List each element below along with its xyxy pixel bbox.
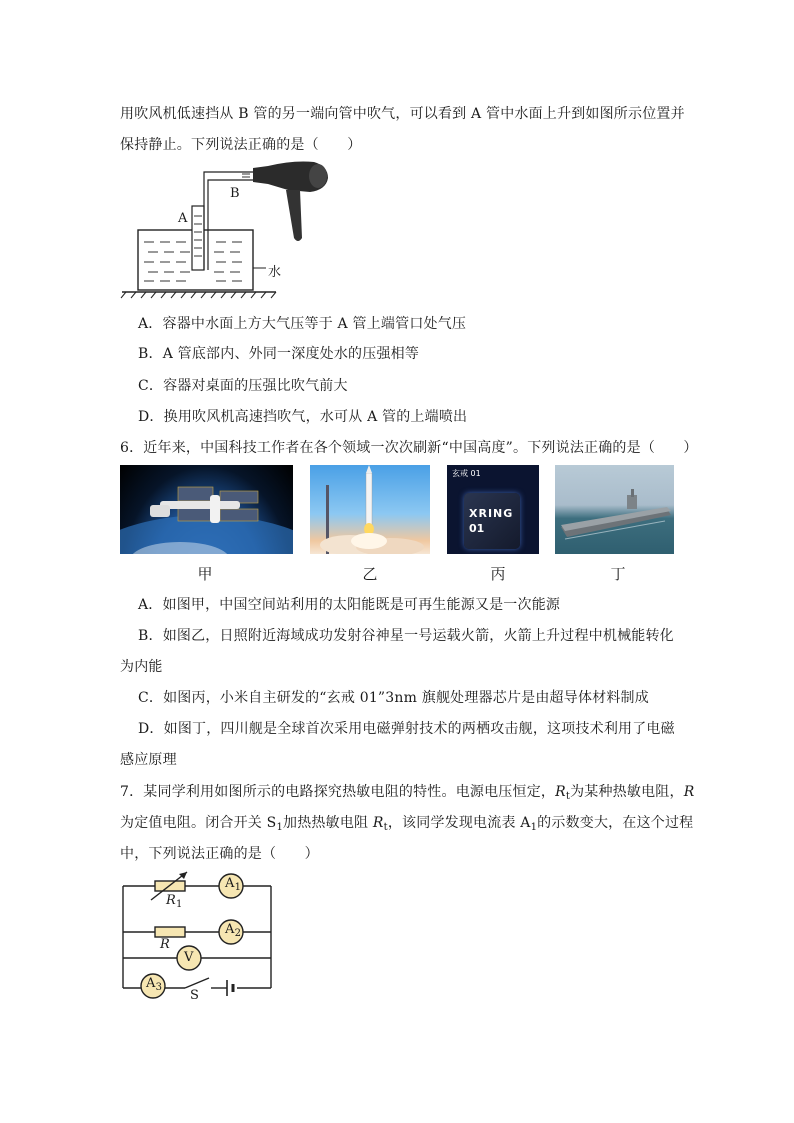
chip-title: 玄戒 01 — [452, 469, 481, 478]
q5-label-b: B — [230, 186, 240, 201]
q5-option-a: A．容器中水面上方大气压等于 A 管上端管口处气压 — [138, 316, 467, 332]
q6-option-b-line1: B．如图乙，日照附近海域成功发射谷神星一号运载火箭，火箭上升过程中机械能转化 — [138, 628, 674, 644]
caption-jia: 甲 — [197, 565, 213, 583]
q5-label-water: 水 — [268, 265, 282, 280]
q7-stem-line1: 7．某同学利用如图所示的电路探究热敏电阻的特性。电源电压恒定，$R_t$为某种热敏电阻，R — [120, 784, 695, 802]
switch-label: S — [190, 988, 200, 1003]
resistor-r1-label: $R_1$ — [166, 893, 183, 910]
q6-option-b-line2: 为内能 — [120, 659, 163, 675]
q7-stem-line3: 中，下列说法正确的是（ ） — [120, 846, 319, 862]
q5-stem-line2: 保持静止。下列说法正确的是（ ） — [120, 137, 362, 153]
q7-circuit — [115, 870, 285, 1005]
resistor-r-label: R — [160, 937, 170, 952]
space-station-image — [120, 465, 293, 554]
q7-stem-line2: 为定值电阻。闭合开关 $S_1$加热热敏电阻 $R_t$，该同学发现电流表 $A_1$的示数变大，在这个过程 — [120, 815, 694, 833]
ammeter-a1-label: $A_1$ — [225, 876, 242, 893]
caption-yi: 乙 — [362, 565, 378, 583]
ammeter-a3-label: $A_3$ — [146, 976, 163, 993]
q6-option-d-line2: 感应原理 — [120, 752, 177, 768]
q5-stem-line1: 用吹风机低速挡从 B 管的另一端向管中吹气，可以看到 A 管中水面上升到如图所示位置并 — [120, 106, 685, 122]
voltmeter-label: V — [184, 950, 194, 965]
ammeter-a2-label: $A_2$ — [225, 922, 242, 939]
q6-option-d-line1: D．如图丁，四川舰是全球首次采用电磁弹射技术的两栖攻击舰，这项技术利用了电磁 — [138, 721, 675, 737]
q5-option-c: C．容器对桌面的压强比吹气前大 — [138, 378, 348, 394]
q5-figure — [118, 160, 338, 300]
rocket-launch-image — [310, 465, 430, 554]
q5-option-b: B．A 管底部内、外同一深度处水的压强相等 — [138, 346, 420, 362]
chip-model: 01 — [469, 522, 485, 535]
q5-label-a: A — [178, 211, 188, 226]
caption-ding: 丁 — [610, 565, 626, 583]
q5-option-d: D．换用吹风机高速挡吹气，水可从 A 管的上端喷出 — [138, 409, 468, 425]
q6-option-c: C．如图丙，小米自主研发的“玄戒 01”3nm 旗舰处理器芯片是由超导体材料制成 — [138, 690, 649, 706]
warship-image — [555, 465, 674, 554]
chip-brand: XRING — [469, 507, 514, 520]
caption-bing: 丙 — [490, 565, 506, 583]
hair-dryer-icon — [253, 162, 328, 242]
chip-image — [447, 465, 539, 554]
q6-stem: 6．近年来，中国科技工作者在各个领域一次次刷新“中国高度”。下列说法正确的是（ ） — [120, 440, 698, 456]
q6-option-a: A．如图甲，中国空间站利用的太阳能既是可再生能源又是一次能源 — [138, 597, 561, 613]
